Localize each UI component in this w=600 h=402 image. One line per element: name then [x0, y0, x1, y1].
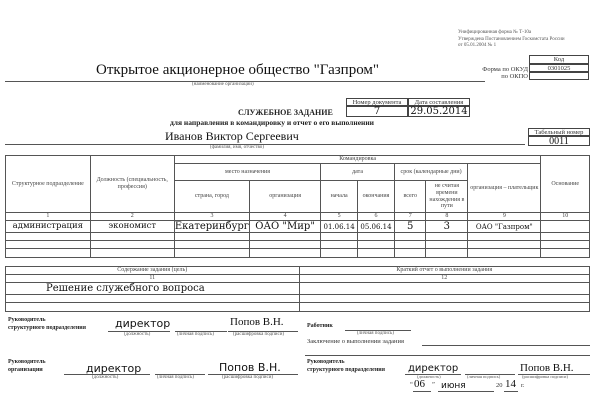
- cell[interactable]: [174, 233, 249, 241]
- col-num: 12: [299, 275, 589, 283]
- head-org-name[interactable]: Попов В.Н.: [219, 361, 281, 374]
- head-org-label-2: организации: [8, 367, 43, 373]
- col-num: 6: [358, 213, 395, 221]
- header-end: окончания: [358, 181, 395, 213]
- date-day-line: [413, 391, 431, 392]
- cell[interactable]: [90, 233, 174, 241]
- form-approval-note: [458, 30, 565, 50]
- okud-label: Форма по ОКУД: [482, 66, 528, 73]
- head-unit-label-1: Руководитель: [8, 317, 46, 323]
- head-org-position[interactable]: директор: [86, 362, 142, 375]
- head-org-label-1: Руководитель: [8, 359, 46, 365]
- cell[interactable]: [321, 249, 358, 258]
- position-caption: (должность): [124, 332, 151, 337]
- header-trip: Командировка: [174, 156, 541, 164]
- head-unit2-name[interactable]: Попов В.Н.: [520, 362, 574, 374]
- cell[interactable]: [541, 233, 590, 241]
- cell[interactable]: [250, 233, 321, 241]
- task-report-value[interactable]: [299, 282, 589, 295]
- code-header: Код: [529, 55, 589, 64]
- cell[interactable]: [426, 233, 468, 241]
- employee-caption: (фамилия, имя, отчество): [210, 145, 264, 150]
- org-decoding-caption: (расшифровка подписи): [222, 375, 274, 380]
- header-country-city: страна, город: [174, 181, 249, 213]
- cell[interactable]: [250, 249, 321, 258]
- head-unit-position[interactable]: директор: [115, 317, 171, 330]
- cell[interactable]: [90, 249, 174, 258]
- date-year-suffix[interactable]: 14: [505, 378, 516, 390]
- col-num: 5: [321, 213, 358, 221]
- cell[interactable]: [6, 249, 91, 258]
- unit2-decoding-caption: (расшифровка подписи): [522, 374, 568, 379]
- cell[interactable]: [468, 233, 541, 241]
- col-num: 8: [426, 213, 468, 221]
- cell[interactable]: [299, 295, 589, 303]
- header-date: дата: [321, 164, 395, 181]
- cell[interactable]: [321, 233, 358, 241]
- cell[interactable]: [541, 249, 590, 258]
- unit2-position-caption: (должность): [417, 374, 441, 379]
- document-date-value[interactable]: 29.05.2014: [408, 106, 470, 117]
- header-payer: организация – плательщик: [468, 164, 541, 213]
- cell-organization[interactable]: ОАО "Мир": [250, 220, 321, 233]
- conclusion-line-1[interactable]: [422, 345, 590, 346]
- head-unit2-position[interactable]: директор: [408, 363, 459, 374]
- cell-payer[interactable]: ОАО "Газпром": [468, 220, 541, 233]
- cell-start-date[interactable]: 01.06.14: [321, 220, 358, 233]
- trip-table: [5, 155, 590, 258]
- signature-caption: (личная подпись): [177, 332, 214, 337]
- cell[interactable]: [299, 303, 589, 312]
- cell[interactable]: [6, 295, 300, 303]
- cell[interactable]: [394, 241, 426, 249]
- cell[interactable]: [426, 241, 468, 249]
- worker-label: Работник: [307, 323, 333, 329]
- col-num: 10: [541, 213, 590, 221]
- form-note-3: от 05.01.2004 № 1: [458, 43, 497, 48]
- conclusion-line-2[interactable]: [305, 355, 590, 356]
- col-num: 3: [174, 213, 249, 221]
- header-start: начала: [321, 181, 358, 213]
- tab-number-value[interactable]: 0011: [528, 136, 590, 146]
- task-report-header: Краткий отчет о выполнении задания: [299, 267, 589, 275]
- cell[interactable]: [358, 241, 395, 249]
- cell[interactable]: [426, 249, 468, 258]
- date-day[interactable]: 06: [414, 378, 425, 390]
- unit2-signature-caption: (личная подпись): [467, 374, 501, 379]
- employee-underline: [5, 144, 525, 145]
- header-term: срок (календарные дни): [394, 164, 467, 181]
- cell[interactable]: [174, 241, 249, 249]
- header-excluding: не считая времени нахождения в пути: [426, 181, 468, 213]
- worker-signature-caption: (личная подпись): [357, 331, 394, 336]
- cell[interactable]: [90, 241, 174, 249]
- cell[interactable]: [468, 249, 541, 258]
- org-signature-caption: (личная подпись): [157, 375, 194, 380]
- col-num: 4: [250, 213, 321, 221]
- document-date-label: Дата составления: [408, 98, 470, 106]
- cell-unit[interactable]: администрация: [6, 220, 91, 233]
- form-note-2: Утверждена Постановлением Госкомстата России: [458, 36, 565, 42]
- task-content-value[interactable]: Решение служебного вопроса: [6, 282, 300, 295]
- col-num: 9: [468, 213, 541, 221]
- date-quote-open: “: [410, 381, 413, 388]
- header-basis: Основание: [541, 156, 590, 213]
- cell[interactable]: [174, 249, 249, 258]
- col-num: 7: [394, 213, 426, 221]
- tab-number-label: Табельный номер: [528, 128, 590, 136]
- organization-name[interactable]: Открытое акционерное общество "Газпром": [96, 62, 380, 78]
- date-quote-close: ”: [432, 381, 435, 388]
- head-unit2-label-1: Руководитель: [307, 359, 345, 365]
- cell[interactable]: [6, 303, 300, 312]
- cell[interactable]: [468, 241, 541, 249]
- org-position-caption: (должность): [92, 375, 119, 380]
- cell-city[interactable]: Екатеринбург: [174, 220, 250, 232]
- date-month-line: [438, 391, 494, 392]
- cell[interactable]: [541, 241, 590, 249]
- document-number-value[interactable]: 7: [346, 106, 408, 117]
- conclusion-label: Заключение о выполнении задания: [307, 338, 404, 345]
- cell[interactable]: [358, 233, 395, 241]
- form-note-1: Унифицированная форма № Т-10а: [458, 30, 532, 35]
- table-row: [6, 220, 590, 233]
- head-unit-name[interactable]: Попов В.Н.: [230, 316, 284, 328]
- cell[interactable]: [6, 233, 91, 241]
- cell[interactable]: [6, 241, 91, 249]
- cell[interactable]: [250, 241, 321, 249]
- col-num: 1: [6, 213, 91, 221]
- employee-name[interactable]: Иванов Виктор Сергеевич: [165, 129, 299, 143]
- document-subtitle: для направления в командировку и отчет о его выполнении: [170, 118, 374, 127]
- head-org-label: [8, 358, 46, 374]
- header-total: всего: [394, 181, 426, 213]
- table-row: [6, 249, 590, 258]
- cell[interactable]: [358, 249, 395, 258]
- cell-basis[interactable]: [541, 220, 590, 233]
- cell[interactable]: [321, 241, 358, 249]
- task-content-header: Содержание задания (цель): [6, 267, 300, 275]
- okpo-label: по ОКПО: [501, 73, 528, 80]
- header-unit: Структурное подразделение: [6, 156, 91, 213]
- task-table: [5, 266, 590, 312]
- date-year-prefix: 20: [496, 382, 503, 389]
- head-unit-label: [8, 316, 86, 332]
- cell[interactable]: [394, 233, 426, 241]
- cell[interactable]: [394, 249, 426, 258]
- header-organization: организация: [250, 181, 321, 213]
- table-row: [6, 233, 590, 241]
- organization-caption: (наименование организации): [192, 82, 254, 87]
- okud-value[interactable]: 0301025: [529, 64, 589, 72]
- header-position: Должность (специальность, профессия): [90, 156, 174, 213]
- document-number-label: Номер документа: [346, 98, 408, 106]
- header-destination: место назначения: [174, 164, 320, 181]
- col-num: 11: [6, 275, 300, 283]
- head-unit2-label-2: структурного подразделения: [307, 367, 385, 373]
- decoding-caption: (расшифровка подписи): [233, 332, 285, 337]
- date-year-line: [504, 391, 518, 392]
- date-month[interactable]: июня: [441, 381, 466, 391]
- col-num: 2: [90, 213, 174, 221]
- okpo-value[interactable]: [529, 72, 589, 80]
- date-year-unit: г.: [521, 382, 525, 389]
- head-unit-label-2: структурного подразделения: [8, 325, 86, 331]
- cell-end-date[interactable]: 05.06.14: [358, 220, 395, 233]
- cell-days-excluding[interactable]: 3: [426, 220, 468, 233]
- cell-total-days[interactable]: 5: [394, 220, 426, 233]
- table-row: [6, 241, 590, 249]
- cell-position[interactable]: экономист: [90, 220, 174, 233]
- head-unit2-label: [307, 358, 385, 374]
- column-numbers-row: [6, 213, 590, 221]
- document-title: СЛУЖЕБНОЕ ЗАДАНИЕ: [238, 108, 333, 117]
